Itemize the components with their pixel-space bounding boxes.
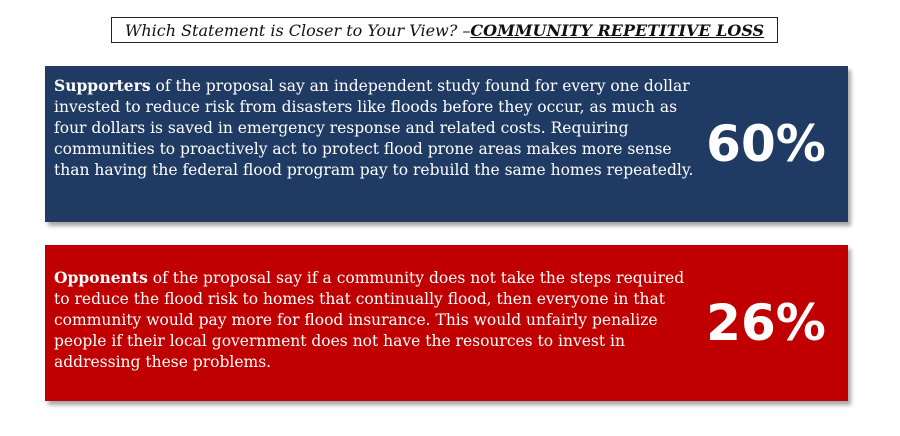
supporters-text: of the proposal say an independent study found for every one dollar invested to reduce risk from disasters like floods before they occur, as much as four dollars is saved in emergency response and related costs. Requiring communities to proactively act to protect flood prone areas makes more sense than having the federal flood program pay to rebuild the same homes repeatedly. xyxy=(54,77,694,179)
opponents-text: of the proposal say if a community does not take the steps required to reduce the flood risk to homes that continually flood, then everyone in that community would pay more for flood insurance. This would unfairly penalize people if their local government does not have the resources to invest in addressing these problems. xyxy=(54,269,685,371)
opponents-statement xyxy=(54,267,694,373)
question-title xyxy=(111,17,778,43)
opponents-lead: Opponents xyxy=(54,268,148,287)
supporters-statement xyxy=(54,75,694,181)
question-title-prefix: Which Statement is Closer to Your View? – xyxy=(124,20,471,40)
supporters-panel xyxy=(45,66,848,222)
supporters-percent: 60% xyxy=(706,115,826,173)
opponents-percent: 26% xyxy=(706,294,826,352)
question-title-topic: COMMUNITY REPETITIVE LOSS xyxy=(470,20,765,40)
opponents-panel xyxy=(45,245,848,401)
supporters-lead: Supporters xyxy=(54,76,151,95)
